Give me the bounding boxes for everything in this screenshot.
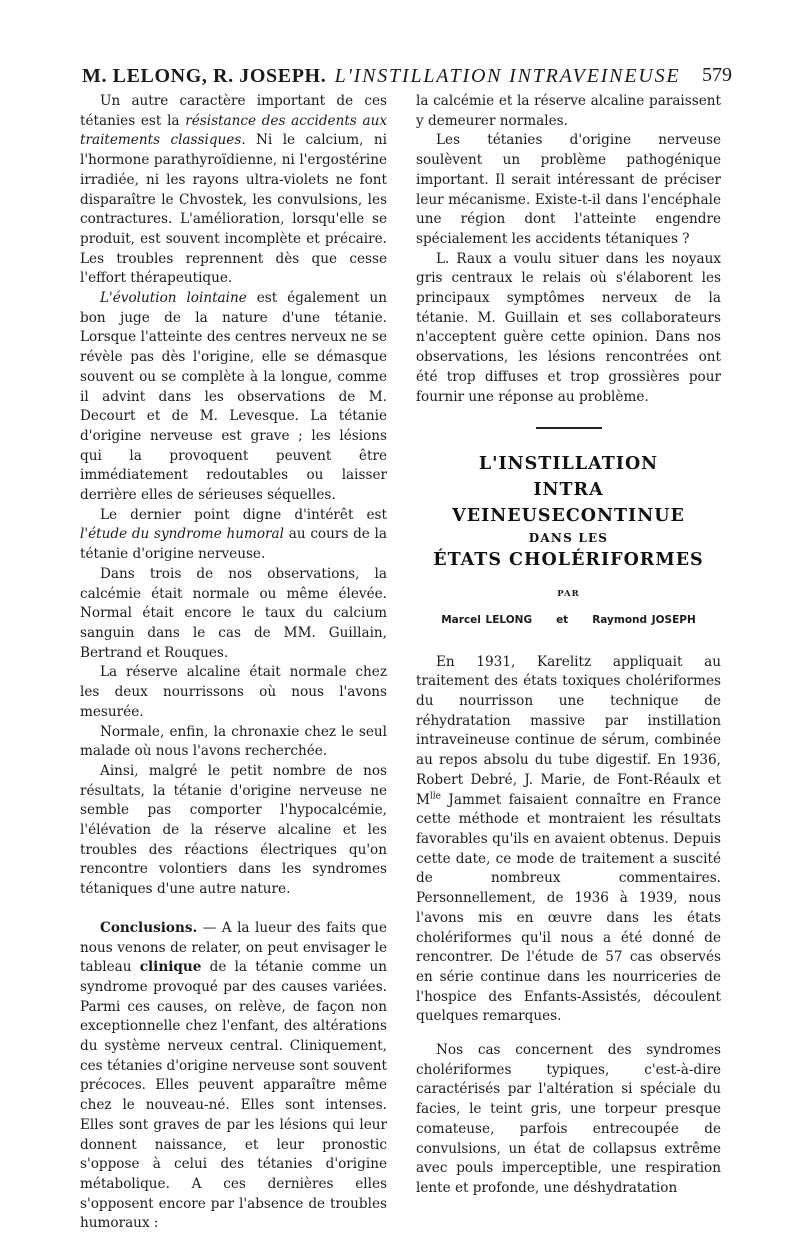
paragraph-pathogenie: Les tétanies d'origine nerveuse soulèvent un problème pathogénique important. Il serait intéressant de préciser leur mécanisme. Existe-t-il dans l'encéphale une région dont l'atteinte engendre spécialement les accidents tétaniques ? [416,132,721,247]
running-head-authors: M. LELONG, R. JOSEPH. [82,65,327,87]
running-head-title: L'INSTILLATION INTRAVEINEUSE [334,65,681,87]
byline-and: et [556,613,569,626]
paragraph-nos-cas: Nos cas concernent des syndromes cholériformes typiques, c'est-à-dire caractérisés par l'altération si spéciale du facies, le teint gris, une torpeur presque comateuse, parfois entrecoupée de convulsions, un état de collapsus extrême avec pouls imperceptible, une respiration lente et profonde, une déshydratation [416,1042,721,1196]
article-title: L'INSTILLATION INTRA VEINEUSECONTINUE DANS LES ÉTATS CHOLÉRIFORMES [433,454,704,571]
author-2: Raymond JOSEPH [592,613,696,626]
author-1: Marcel LELONG [441,613,533,626]
left-column [80,92,387,1234]
paragraph-evolution: L'évolution lointaine est également un bon juge de la nature d'une tétanie. Lorsque l'atteinte des centres nerveux ne se révèle pas dès l'origine, elle se démasque souvent ou se complète à la longue, comme il advint dans les observations de M. Decourt et de M. Levesque. La tétanie d'origine nerveuse est grave ; les lésions qui la provoquent peuvent être immédiatement redoutables ou laisser derrière elles de sérieuses séquelles. [80,290,387,504]
paragraph-conclusions: Conclusions. — A la lueur des faits que nous venons de relater, on peut envisager le tableau clinique de la tétanie comme un syndrome provoqué par des causes variées. Parmi ces causes, on relève, de façon non exceptionnelle chez l'enfant, des altérations du système nerveux central. Cliniquement, ces tétanies d'origine nerveuse sont souvent précoces. Elles peuvent apparaître même chez le nouveau-né. Elles sont intenses. Elles sont graves de par les lésions qui leur donnent naissance, et leur pronostic s'oppose à celui des tétanies d'origine métabolique. A ces dernières elles s'opposent encore par l'absence de troubles humoraux : [80,919,387,1232]
paragraph-continuation: la calcémie et la réserve alcaline paraissent y demeurer normales. [416,93,721,129]
paragraph-calcemie: Dans trois de nos observations, la calcémie était normale ou même élevée. Normal était encore le taux du calcium sanguin dans le cas de MM. Guillain, Bertrand et Rouques. [80,565,387,661]
running-head [82,62,732,88]
paragraph-reserve-alcaline: La réserve alcaline était normale chez les deux nourrissons où nous l'avons mesurée. [80,664,387,720]
author-byline [416,611,721,631]
right-column [416,92,721,1199]
par-label: PAR [557,589,580,600]
paragraph-raux: L. Raux a voulu situer dans les noyaux gris centraux le relais où s'élaborent les principaux symptômes nerveux de la tétanie. M. Guillain et ses collaborateurs n'acceptent guère cette opinion. Dans nos observations, les lésions rencontrées ont été trop diffuses et trop grossières pour fournir une réponse au problème. [416,250,721,405]
paragraph-ainsi: Ainsi, malgré le petit nombre de nos résultats, la tétanie d'origine nerveuse ne semble pas comporter l'hypocalcémie, l'élévation de la réserve alcaline et les troubles des réactions électriques qu'on rencontre volontiers dans les syndromes tétaniques d'une autre nature. [80,762,387,898]
paragraph-syndrome-humoral: Le dernier point digne d'intérêt est l'étude du syndrome humoral au cours de la tétanie d'origine nerveuse. [80,506,387,563]
paragraph-chronaxie: Normale, enfin, la chronaxie chez le seul malade où nous l'avons recherchée. [80,723,387,760]
paragraph-karelitz: En 1931, Karelitz appliquait au traitement des états toxiques cholériformes du nourrisson une technique de réhydratation massive par instillation intraveineuse continue de sérum, combinée au repos absolu du tube digestif. En 1936, Robert Debré, J. Marie, de Font-Réaulx et $M^{lle}$ Jammet faisaient connaître en France cette méthode et montraient les résultats favorables qu'ils en avaient obtenus. Depuis cette date, ce mode de traitement a suscité de nombreux commentaires. Personnellement, de 1936 à 1939, nous l'avons mis en œuvre dans les états cholériformes qu'il nous a été donné de rencontrer. De l'étude de 57 cas observés en série continue dans les nourriceries de l'hospice des Enfants-Assistés, découlent quelques remarques. [416,653,721,1025]
page-number: 579 [702,64,732,86]
section-divider [536,427,602,429]
paragraph-resistance: Un autre caractère important de ces tétanies est la résistance des accidents aux traitements classiques. Ni le calcium, ni l'hormone parathyroïdienne, ni l'ergostérine irradiée, ni les rayons ultra-violets ne font disparaître le Chvostek, les convulsions, les contractures. L'amélioration, lorsqu'elle se produit, est souvent incomplète et précaire. Les troubles reprennent dès que cesse l'effort thérapeutique. [80,93,387,287]
conclusions-heading: Conclusions. [100,919,198,936]
